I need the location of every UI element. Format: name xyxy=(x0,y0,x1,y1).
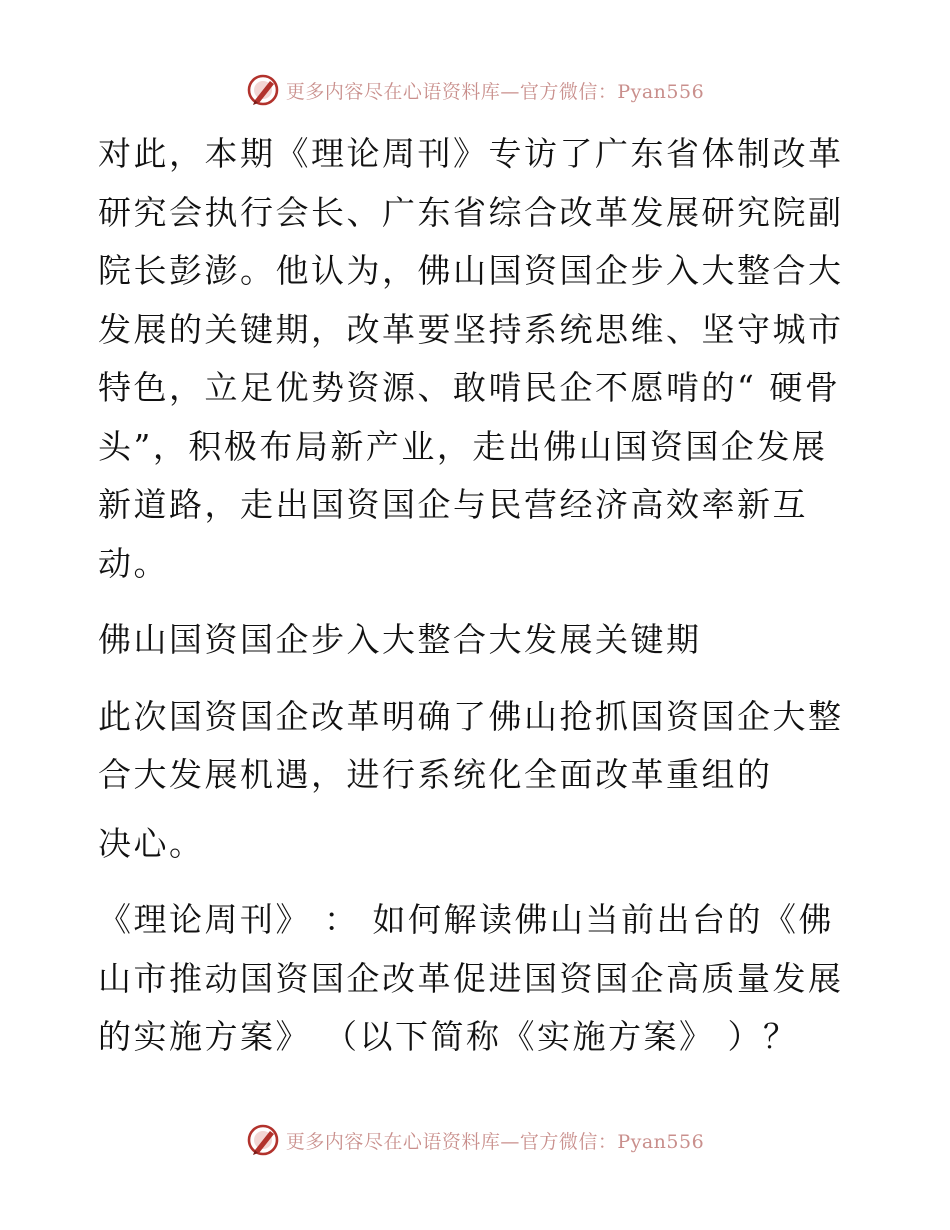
intro-paragraph: 对此，本期《理论周刊》专访了广东省体制改革研究会执行会长、广东省综合改革发展研究院副院长彭澎。他认为，佛山国资国企步入大整合大发展的关键期，改革要坚持系统思维、坚守城市特色，立足优势资源、敢啃民企不愿啃的“ 硬骨头”，积极布局新产业，走出佛山国资国企发展新道路，走出国资国企与民营经济高效率新互动。 xyxy=(98,134,844,583)
pen-circle-logo-icon xyxy=(246,1123,280,1157)
section-heading: 佛山国资国企步入大整合大发展关键期 xyxy=(98,620,702,659)
watermark-text: 更多内容尽在心语资料库—官方微信：Pyan556 xyxy=(285,1130,705,1153)
body-paragraph: 此次国资国企改革明确了佛山抢抓国资国企大整合大发展机遇，进行系统化全面改革重组的 xyxy=(98,696,844,794)
watermark-group xyxy=(246,73,704,107)
watermark-group xyxy=(246,1123,704,1157)
header-watermark xyxy=(0,70,950,110)
pen-circle-logo-icon xyxy=(246,73,280,107)
footer-watermark xyxy=(0,1120,950,1160)
document-body xyxy=(98,125,858,1067)
body-paragraph-continuation: 决心。 xyxy=(98,823,205,863)
question-paragraph: 《理论周刊》 ： 如何解读佛山当前出台的《佛山市推动国资国企改革促进国资国企高质量发展的实施方案》 （以下简称《实施方案》 ）？ xyxy=(98,900,844,1056)
watermark-text: 更多内容尽在心语资料库—官方微信：Pyan556 xyxy=(285,80,705,103)
